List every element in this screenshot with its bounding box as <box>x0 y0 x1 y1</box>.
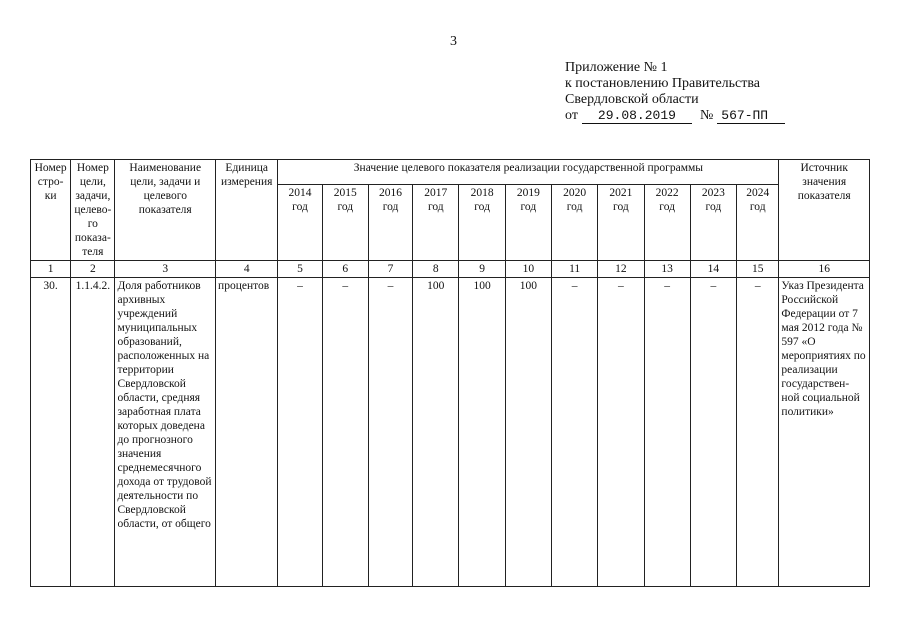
value-2014: – <box>278 278 322 587</box>
header-name: Наименование цели, задачи и целевого показателя <box>115 160 216 261</box>
header-year: 2023 год <box>690 185 736 261</box>
value-2022: – <box>644 278 690 587</box>
appendix-title: Приложение № 1 <box>565 60 668 75</box>
value-2020: – <box>551 278 597 587</box>
header-year: 2019 год <box>505 185 551 261</box>
value-2016: – <box>368 278 412 587</box>
column-index: 4 <box>216 261 278 278</box>
value-2024: – <box>737 278 779 587</box>
indicator-source: Указ Президента Российской Федерации от 7 мая 2012 года № 597 «О мероприятиях по реализации государствен-ной социальной политики» <box>779 278 870 587</box>
header-year: 2021 год <box>598 185 644 261</box>
value-2015: – <box>322 278 368 587</box>
header-year: 2014 год <box>278 185 322 261</box>
column-index: 3 <box>115 261 216 278</box>
column-index: 13 <box>644 261 690 278</box>
appendix-decree: к постановлению Правительства <box>565 76 761 91</box>
column-index: 10 <box>505 261 551 278</box>
column-index: 2 <box>71 261 115 278</box>
indicator-unit: процентов <box>216 278 278 587</box>
indicator-table <box>30 159 870 587</box>
column-index: 6 <box>322 261 368 278</box>
decree-number: 567-ПП <box>717 109 785 124</box>
header-values-group: Значение целевого показателя реализации государственной программы <box>278 160 779 185</box>
column-index: 15 <box>737 261 779 278</box>
value-2017: 100 <box>413 278 459 587</box>
value-2018: 100 <box>459 278 505 587</box>
column-index: 11 <box>551 261 597 278</box>
header-year: 2020 год <box>551 185 597 261</box>
number-label: № <box>699 108 714 123</box>
column-index: 5 <box>278 261 322 278</box>
header-source: Источник значения показателя <box>779 160 870 261</box>
column-index: 12 <box>598 261 644 278</box>
indicator-name: Доля работников архивных учреждений муниципальных образований, расположенных на территории Свердловской области, средняя заработная плата которых доведена до прогнозного значения среднемесячного дохода от трудовой деятельности по Свердловской области, от общего <box>115 278 216 587</box>
header-year: 2015 год <box>322 185 368 261</box>
value-2019: 100 <box>505 278 551 587</box>
header-year: 2018 год <box>459 185 505 261</box>
header-year: 2024 год <box>737 185 779 261</box>
column-index: 9 <box>459 261 505 278</box>
decree-date-row <box>565 108 785 124</box>
table-row <box>31 278 870 587</box>
value-2021: – <box>598 278 644 587</box>
row-number: 30. <box>31 278 71 587</box>
header-row-number: Номер стро-ки <box>31 160 71 261</box>
from-label: от <box>565 108 578 123</box>
header-goal-number: Номер цели, задачи, целево-го показа-теля <box>71 160 115 261</box>
page-number: 3 <box>450 34 457 49</box>
column-index: 7 <box>368 261 412 278</box>
header-year: 2016 год <box>368 185 412 261</box>
value-2023: – <box>690 278 736 587</box>
goal-number: 1.1.4.2. <box>71 278 115 587</box>
appendix-block <box>565 60 785 124</box>
column-index: 16 <box>779 261 870 278</box>
appendix-region: Свердловской области <box>565 92 699 107</box>
header-year: 2017 год <box>413 185 459 261</box>
decree-date: 29.08.2019 <box>582 109 692 124</box>
column-index: 14 <box>690 261 736 278</box>
header-unit: Единица измерения <box>216 160 278 261</box>
column-index: 8 <box>413 261 459 278</box>
column-index: 1 <box>31 261 71 278</box>
header-year: 2022 год <box>644 185 690 261</box>
column-index-row <box>31 261 870 278</box>
